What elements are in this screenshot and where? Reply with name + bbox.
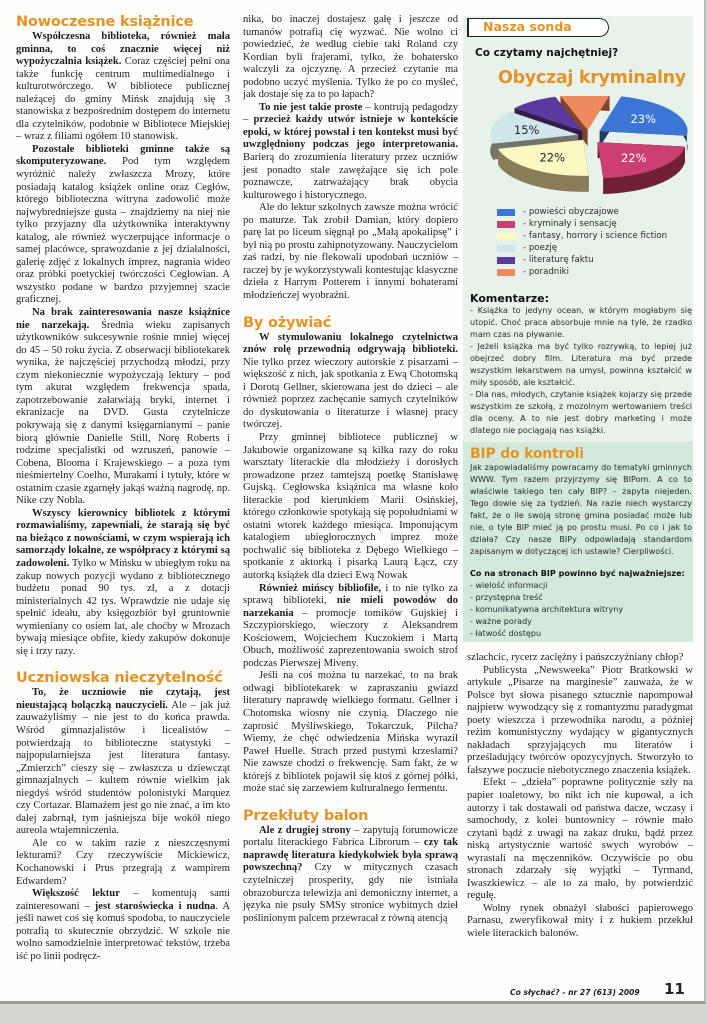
legend-label: - fantasy, horrory i science fiction (523, 231, 668, 241)
bip-list-item: - ważne porady (470, 617, 532, 626)
legend-swatch (497, 269, 515, 276)
bip-list-item: - komunikatywna architektura witryny (470, 605, 624, 614)
paragraph (243, 583, 458, 671)
pie-label: 23% (630, 112, 657, 127)
lead-bold: To, że uczniowie nie czytają, jest nieustającą bolączką nauczycieli. (16, 687, 230, 711)
bold: Ale z drugiej strony (259, 824, 351, 836)
paragraph: Ale co w takim razie z nieszczęsnymi lekturami? Czy rzeczywiście Mickiewicz, Kochanowski i Prus przegrają z wampirem Edwardem? (16, 837, 230, 887)
text: Czy w mitycznych czasach czytelniczej prosperity, gdy nie istniała obrazoburcza telewizja ani demoniczny internet, a języka nie psuły SMSy stronice wybitnych dzieł poślinionym palcem przewracał z równą atencją (243, 862, 458, 924)
heading-przekluty-balon: Przekłuty balon (243, 807, 369, 824)
paragraph: Publicysta „Newsweeka” Piotr Bratkowski w artykule „Pisarze na marginesie” zauważa, że w Polsce byt słowa pisanego sztucznie napompował najpierw wywodzący się z romantyzmu paradygmat poety wieszcza i przewodnika narodu, a później reżim komunistyczny wydający w gigantycznych nakładach sprzyjających mu literatów i prześladujący twórców opozycyjnych. Stworzyło to fałszywe poczucie niebotycznego znaczenia książek. (467, 664, 693, 776)
bold: przecież każdy utwór istnieje w kontekście epoki, w której powstał i ten kontekst musi być uwzględniony podczas jego interpretowania. (243, 114, 458, 151)
text: Barierą do zrozumienia literatury przez uczniów jest ponadto stale zawężające się ich pole poznawcze, zatrważający brak obycia kulturowego i historycznego. (243, 152, 458, 201)
pie-slice (498, 140, 589, 192)
legend-swatch (497, 221, 515, 228)
paragraph (16, 687, 230, 838)
comments (470, 305, 692, 437)
paragraph (16, 307, 230, 508)
bold: Również mińscy bibliofile, (259, 582, 381, 594)
paragraph (243, 102, 458, 202)
bip-list-item: - łatwość dostępu (470, 629, 542, 638)
paragraph (243, 825, 458, 925)
legend-swatch (497, 233, 515, 240)
lead-bold: W stymulowaniu lokalnego czytelnictwa znów rolę przewodnią odgrywają biblioteki. (243, 331, 458, 356)
legend-label: - poradniki (523, 267, 569, 277)
bip-list-item: - wielość informacji (470, 581, 548, 590)
bold: czy tak naprawdę literatura kiedykolwiek była sprawą powszechną? (243, 837, 458, 874)
paragraph: Ale do lektur szkolnych zawsze można wrócić po maturze. Tak zrobił Damian, który dopiero parę lat po liceum sięgnął po „Małą apokalipsę” i był nią po prostu zahipnotyzowany. Nauczycielom zaś radzi, by nie flekowali upodobań uczniów – raczej by je wykorzystywali kontestując klasyczne dzieła z Harrym Potterem i innymi bohaterami młodzieńczej wyobraźni. (243, 202, 458, 302)
lead-bold: Współczesna biblioteka, również mała gminna, to coś znacznie więcej niż wypożyczalnia książek. (16, 31, 230, 68)
bip-list-item: - przystępna treść (470, 593, 543, 602)
text: Nie tylko przez wieczory autorskie z pisarzami – większość z nich, jak spotkania z Ewą Chotomską i Dorotą Gellner, skierowana jest do dzieci – ale również poprzez zachęcanie samych czytelników do dyskutowania o literaturze i własnej pracy twórczej. (243, 356, 458, 431)
paragraph: Jeśli na coś można tu narzekać, to na brak odwagi bibliotekarek w zapraszaniu gwiazd literatury naprawdę wielkiego formatu. Gellner i Chotomska wiosny nie czynią. Dlaczego nie zaprosić Myśliwskiego, Tokarczuk, Pilcha? Wiemy, że chęć odwiedzenia Mińska wyraził Paweł Huelle. Strach przed pustymi krzesłami? Nie zawsze chodzi o frekwencję. Sam fakt, że w którejś z bibliotek pojawił się ktoś z górnej półki, może stać się zarzewiem kulturalnego fermentu. (243, 670, 458, 795)
text: Średnia wieku zapisanych użytkowników sukcesywnie rośnie mniej więcej do 45 – 50 roku życia. Z obserwacji bibliotekarek wynika, że najczęściej przychodzą młodzi, przy czym niekoniecznie wypożyczają lektury – pod tym akurat względem frekwencja spada, zapotrzebowanie załatwiają bryki, internet i ekranizacje na DVD. Gusta czytelnicze pokrywają się z danymi księgarnianymi – panie biorą głównie Danielle Still, Norę Roberts i rodzime specjalistki od wzruszeń, panowie – Cobena, Blooma i Krajewskiego – a poza tym nieśmiertelny Coelho, Murakami i tytuły, które w ostatnim czasie zgarnęły jakąś ważną nagrodę, np. Nike czy Nobla. (16, 319, 230, 507)
comment: - Jeżeli książka ma być tylko rozrywką, to lepiej już obejrzeć dobry film. Literatura ma być przede wszystkim lekarstwem na umysł, powinna kształcić w miły sposób, ale kształcić. (470, 342, 692, 387)
column-3 (467, 652, 693, 941)
column-2 (243, 14, 458, 925)
comment: - Dla nas, młodych, czytanie książek kojarzy się przede wszystkim ze szkołą, z mozolnym wertowaniem treści dla oceny. A to nie jest dobry marketing i może dlatego nie pociągają nas książki. (470, 390, 692, 435)
column-1 (16, 14, 230, 963)
bip-list (470, 580, 692, 640)
bip-title: BIP do kontroli (470, 446, 584, 462)
bold: To nie jest takie proste (259, 101, 363, 113)
chart-legend (497, 206, 697, 278)
paragraph (16, 508, 230, 659)
text: . A jeśli nawet coś się komuś spodoba, to nauczyciele potrafią to skutecznie obrzydzić. W szkole nie wolno samodzielnie interpretować tekstów, trzeba iść po linii podręcz- (16, 900, 230, 962)
bip-list-heading: Co na stronach BIP powinno być najważniejsze: (470, 569, 685, 578)
page-number: 11 (664, 980, 685, 998)
legend-item (497, 254, 697, 266)
legend-label: - literaturę faktu (523, 255, 594, 265)
issue-footer: Co słychać? - nr 27 (613) 2009 (510, 988, 640, 997)
bold: jest staroświecka i nudna (94, 900, 216, 912)
text: – kontrują pedagodzy – (243, 101, 458, 126)
lead-bold: Wszyscy kierownicy bibliotek z którymi rozmawialiśmy, zapewniali, że starają się być na bieżąco z nowościami, w czym wspierają ich samorządy lokalne, ze współpracy z którymi są zadowoleni. (16, 507, 230, 569)
pie-label: 15% (513, 122, 540, 137)
comment: - Książka to jedyny ocean, w którym mogłabym się utopić. Choć praca absorbuje mnie na tyle, że rzadko mam czas na pływanie. (470, 306, 692, 339)
legend-label: - poezję (523, 243, 558, 253)
text: Pod tym względem wyróżnić należy zwłaszcza Mrozy, które posiadają katalog książek online oraz Cegłów, którego biblioteczna witryna zadowolić może najwybredniejsze gusta – znajdziemy na niej nie tylko przyjazny dla użytkownika interaktywny katalog, ale również wyczerpujące informacje o samej placówce, sprawozdanie z jej działalności, galerię zdjęć z lokalnych imprez, nagrania wideo oraz próbki poetyckiej twórczości Cegłowian. A wszystko podane w bardzo przyjemnej szacie graficznej. (16, 156, 230, 306)
legend-item (497, 230, 697, 242)
paragraph: Przy gminnej bibliotece publicznej w Jakubowie organizowane są kilka razy do roku warsztaty literackie dla młodzieży i dorosłych prowadzone przez tamtejszą poetkę Stanisławę Gujską. Cegłowska książnica ma własne koło literackie pod kierunkiem Marii Osińskiej, którego członkowie spotykają się popołudniami w ostatni wtorek każdego miesiąca. Imponującym katalogiem ubiegłorocznych imprez może pochwalić się biblioteka z Dębego Wielkiego – spotkanie z aktorką i pisarką Laurą Łącz, czy autorką książek dla dzieci Ewą Nowak (243, 431, 458, 581)
comments-title: Komentarze: (470, 292, 550, 305)
pie-label: 22% (620, 150, 647, 165)
bip-section (470, 446, 692, 640)
legend-item (497, 242, 697, 254)
text: – komentują sami zainteresowani – (16, 888, 230, 912)
legend-item (497, 206, 697, 218)
pie-label: 22% (539, 150, 566, 165)
heading-nowoczesne-ksiaznice: Nowoczesne książnice (16, 14, 194, 30)
lead-bold: Pozostałe biblioteki gminne także są skomputeryzowane. (16, 143, 230, 168)
text: Tylko w Mińsku w ubiegłym roku na zakup nowych pozycji wydano z bibliotecznego budżetu ponad 90 tys. zł, a z dotacji ministerialnych 42 tys. Wprawdzie nie udaje się spełnić ideału, aby księgozbiór był gruntownie wymieniany co osiem lat, ale choćby w Mrozach bywają miesiące obfite, kiedy zakupów dokonuje się i trzy razy. (16, 557, 230, 657)
survey-tab-label: Nasza sonda (467, 18, 609, 37)
text: Ale – jak już zauważyliśmy – nie jest to do końca prawda. Wśród gimnazjalistów i licealistów – potwierdzają to biblioteczne statystyki – najpopularniejsza jest literatura fantasy. „Zmierzch” cieszy się – zwłaszcza u dziewcząt gimnazjalnych – kultem równie wielkim jak niegdyś wśród studentów polonistyki Marquez czy Cortazar. Blamażem jest go nie znać, a im kto dalej zabrnął, tym jaśniejsza bije wokół niego aureola wtajemniczenia. (16, 699, 230, 837)
survey-question: Co czytamy najchętniej? (475, 47, 619, 59)
bold: Większość lektur (32, 888, 120, 900)
paragraph: Wolny rynek obnażył słabości papierowego Parnasu, zweryfikował mity i z hukiem przekłuł wiele literackich balonów. (467, 902, 693, 940)
paragraph: nika, bo inaczej dostajesz gałę i jeszcze od tumanów potrafią cię wyzwać. Nie wolno ci powiedzieć, że według ciebie taki Roland czy Kordian byli frajerami, tylko, że bohatersko walczyli za ojczyznę. A przecież czytanie ma podobno uczyć myślenia. Tylko że po co myśleć, jak dostaje się za to po łapach? (243, 14, 458, 101)
legend-item (497, 266, 697, 278)
paragraph (16, 888, 230, 963)
paragraph: szlachcic, rycerz zaciężny i pańszczyźniany chłop? (467, 652, 684, 663)
legend-item (497, 218, 697, 230)
legend-swatch (497, 209, 515, 216)
legend-label: - powieści obyczajowe (523, 207, 619, 217)
text: – promocje tomików Gujskiej i Szczypiorskiego, wieczory z Aleksandrem Kościowem, Wojciechem Kuczokiem i Martą Obuch, możliwość zaprezentowania swoich strof podczas Pierwszej Miveny. (243, 607, 458, 669)
paragraph (16, 31, 230, 144)
lead-bold: Na brak zainteresowania nasze książnice nie narzekają. (16, 307, 230, 331)
chart-title: Obyczaj kryminalny (498, 68, 686, 88)
pie-chart (470, 96, 700, 200)
bip-text: Jak zapowiadaliśmy powracamy do tematyki gminnych WWW. Tym razem przyjrzymy się BIPom. A co to właściwie takiego ten cały BIP? – zapyta niejeden. Tego dowie się za tydzień. Na razie niech wystarczy fakt, że o ile swoją stronę gmina posiadać może lub nie, o tyle BIP mieć ją po prostu musi. Po co i jak to działa? Czy nasze BIPy odpowiadają standardom zapisanym w dotyczącej ich ustawie? Cierpliwości. (470, 463, 692, 556)
text: Coraz częściej pełni ona także funkcję centrum multimedialnego i kulturotwórczego. W bibliotece publicznej należącej do gminy Mińsk znajdują się 3 stanowiska z bezpośrednim dostępem do internetu dla czytelników, podobnie w Bibliotece Miejskiej – wraz z filiami ogółem 10 stanowisk. (16, 56, 230, 143)
legend-swatch (497, 245, 515, 252)
paragraph: Efekt – „dzieła” poprawne politycznie szły na papier toaletowy, bo nikt ich nie kupował, a ich autorzy i tak dostawali od państwa dacze, wczasy i samochody, z kolei buntownicy – równie mało czytani bądź z uwagi na zakaz druku, bądź przez niską artystycznie wartość swych wyrobów – wyrastali na męczenników. Oczywiście po obu stronach zdarzały się wyjątki – Tyrmand, Iwaszkiewicz – ale to za mało, by potwierdzić regułę. (467, 777, 693, 902)
bold: nie mieli powodów do narzekania (243, 595, 458, 619)
paragraph (16, 144, 230, 307)
heading-by-ozywiac: By ożywiać (243, 314, 332, 331)
text: i to nie tylko za sprawą biblioteki, (243, 582, 458, 607)
text: – zapytują forumowicze portalu literackiego Fabrica Librorum – (243, 824, 458, 849)
legend-label: - kryminały i sensację (523, 219, 617, 229)
legend-swatch (497, 257, 515, 264)
paragraph (243, 332, 458, 432)
heading-uczniowska-nieczytelnosc: Uczniowska nieczytelność (16, 670, 223, 687)
